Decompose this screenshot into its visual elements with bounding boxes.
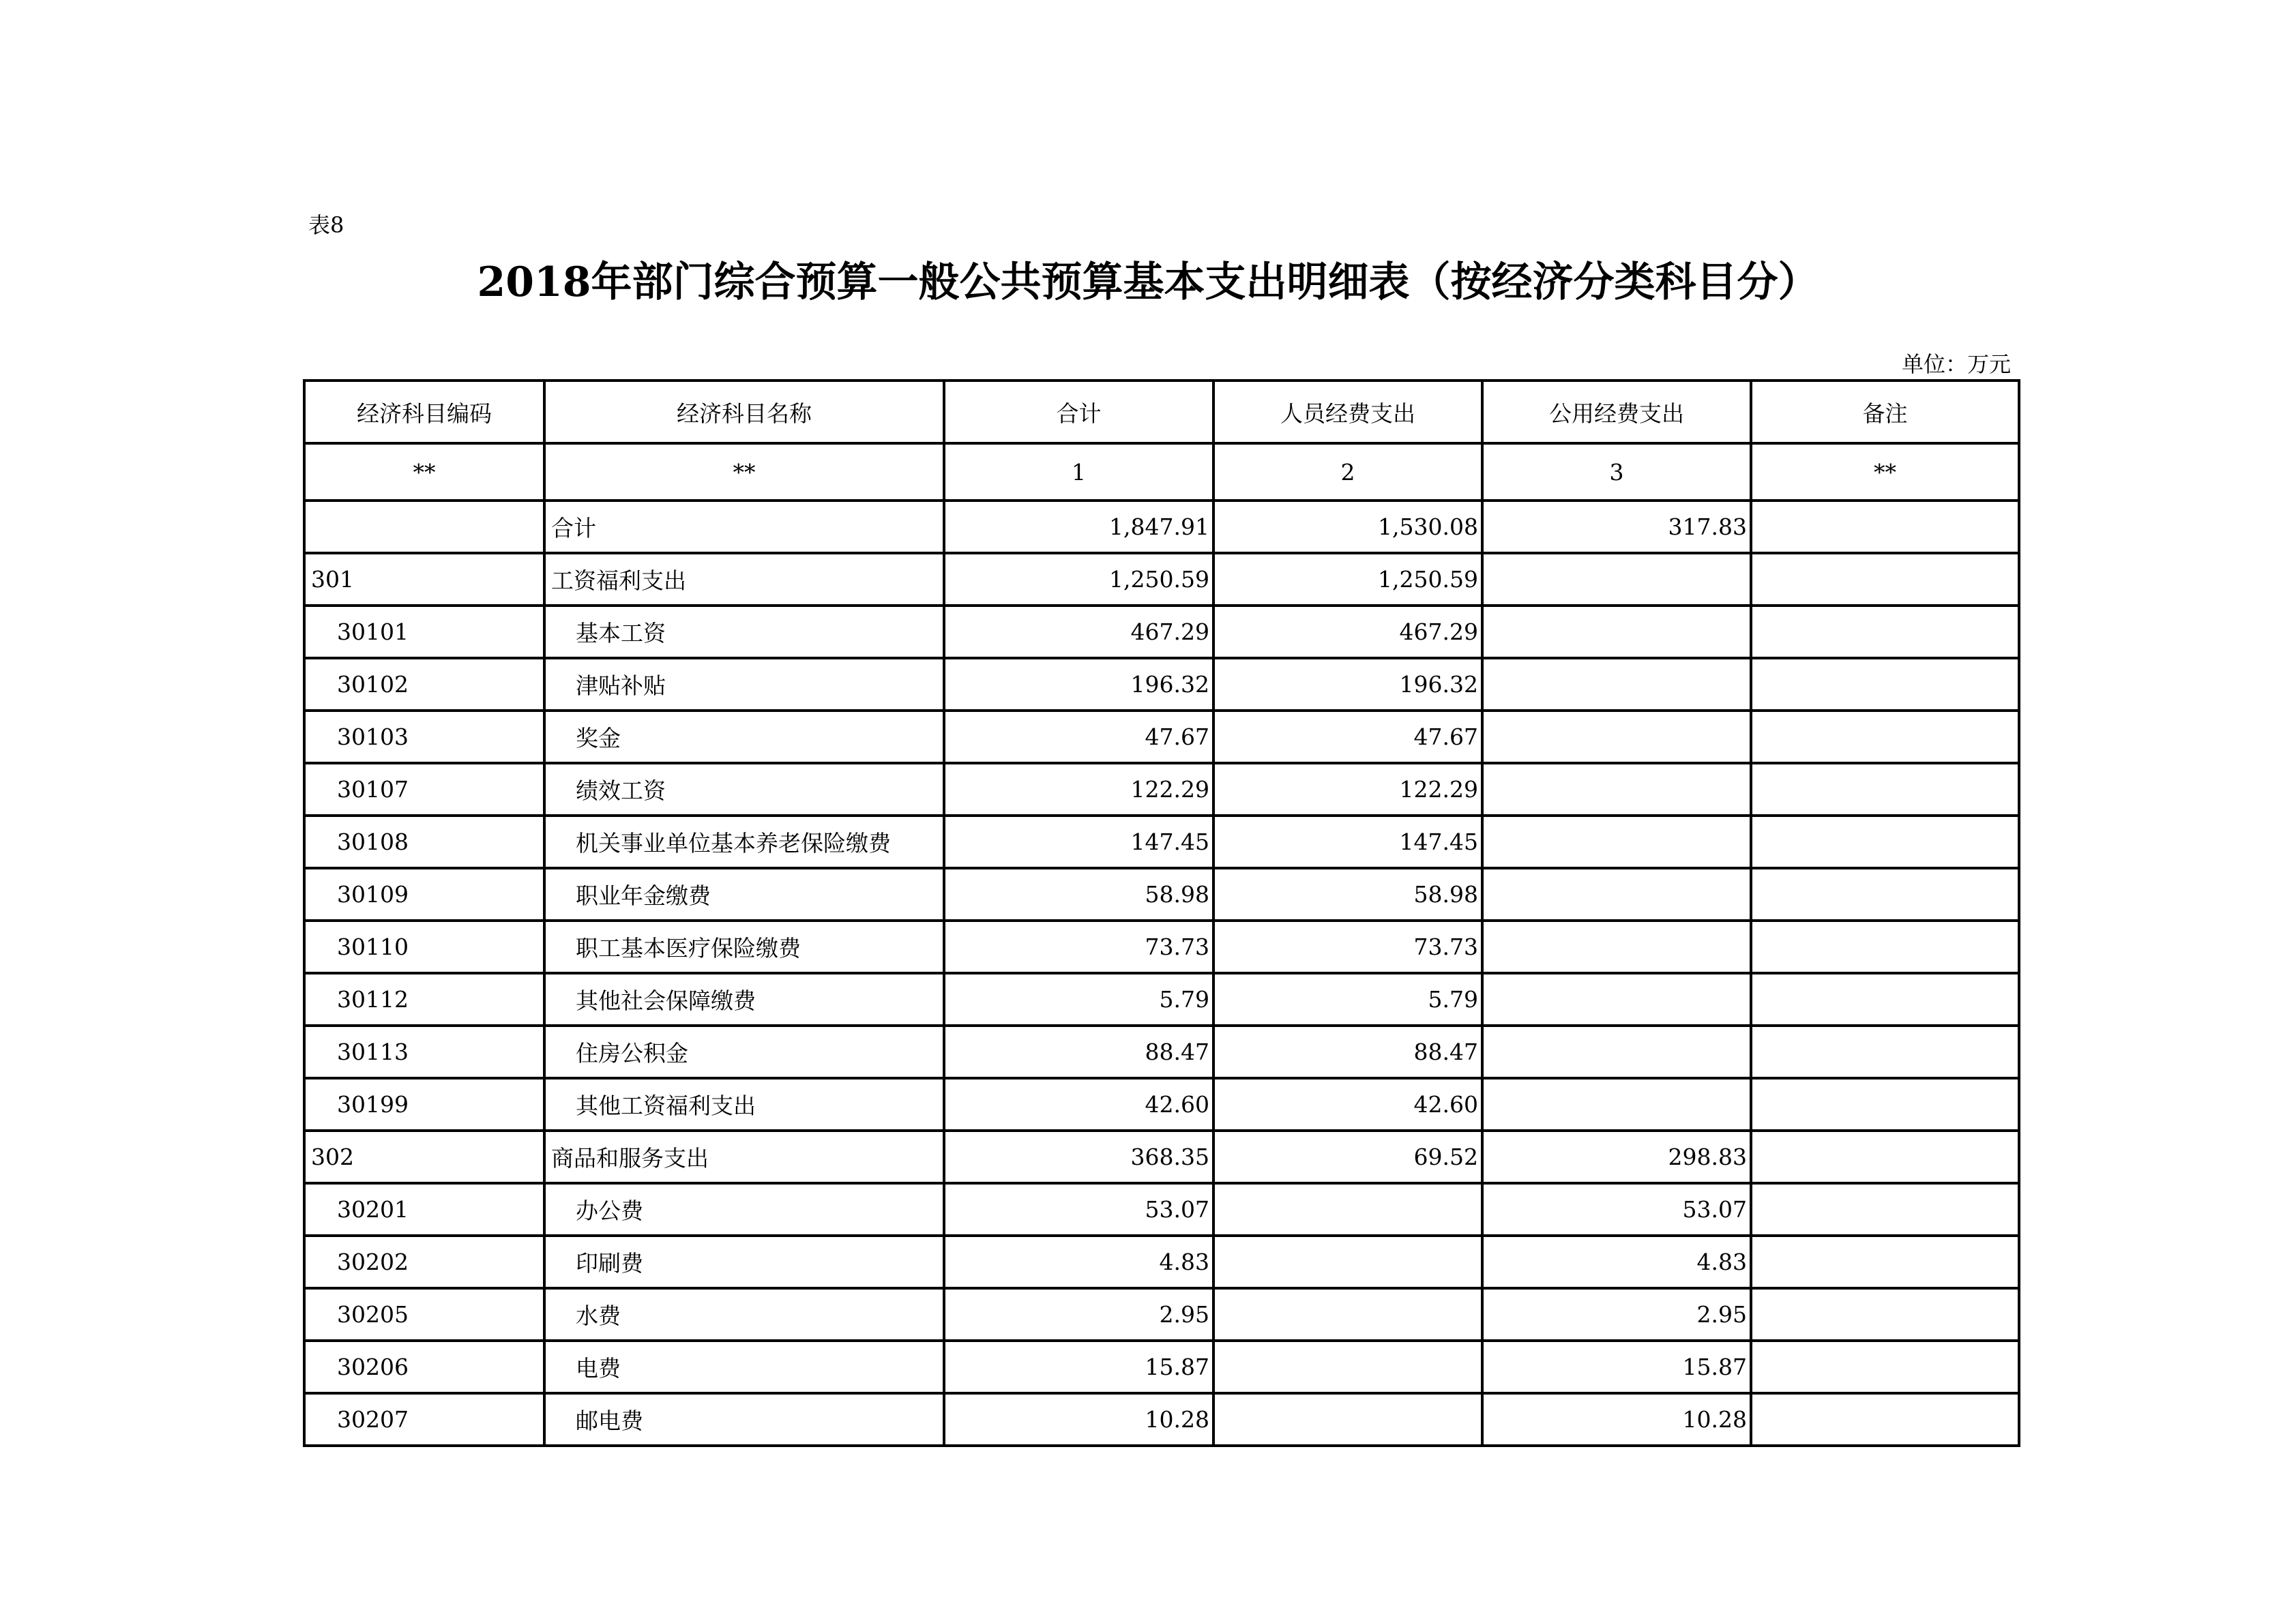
cell-code: 30107 xyxy=(304,763,544,816)
table-row xyxy=(304,1341,2019,1393)
header-total: 合计 xyxy=(944,381,1213,443)
table-row xyxy=(304,921,2019,973)
cell-code: 30205 xyxy=(304,1288,544,1341)
cell-public xyxy=(1482,606,1751,658)
table-row xyxy=(304,763,2019,816)
cell-personnel: 147.45 xyxy=(1213,816,1482,868)
cell-personnel xyxy=(1213,1288,1482,1341)
cell-code: 30199 xyxy=(304,1078,544,1131)
cell-name: 津贴补贴 xyxy=(544,658,944,711)
table-row xyxy=(304,1131,2019,1183)
cell-note xyxy=(1751,1026,2019,1078)
cell-name: 基本工资 xyxy=(544,606,944,658)
cell-personnel: 1,250.59 xyxy=(1213,553,1482,606)
table-row xyxy=(304,711,2019,763)
cell-note xyxy=(1751,921,2019,973)
cell-total: 368.35 xyxy=(944,1131,1213,1183)
cell-public: 4.83 xyxy=(1482,1236,1751,1288)
cell-public: 10.28 xyxy=(1482,1393,1751,1446)
cell-public xyxy=(1482,1078,1751,1131)
cell-public xyxy=(1482,868,1751,921)
index-name: ** xyxy=(544,443,944,501)
table-row xyxy=(304,606,2019,658)
cell-code: 30108 xyxy=(304,816,544,868)
cell-total: 73.73 xyxy=(944,921,1213,973)
cell-personnel: 196.32 xyxy=(1213,658,1482,711)
table-row xyxy=(304,1288,2019,1341)
cell-note xyxy=(1751,763,2019,816)
cell-code xyxy=(304,501,544,553)
cell-name: 住房公积金 xyxy=(544,1026,944,1078)
cell-total: 88.47 xyxy=(944,1026,1213,1078)
table-row xyxy=(304,1236,2019,1288)
cell-name: 机关事业单位基本养老保险缴费 xyxy=(544,816,944,868)
header-public: 公用经费支出 xyxy=(1482,381,1751,443)
cell-personnel xyxy=(1213,1341,1482,1393)
cell-note xyxy=(1751,1236,2019,1288)
unit-label: 单位：万元 xyxy=(1901,351,2011,377)
cell-name: 职工基本医疗保险缴费 xyxy=(544,921,944,973)
cell-personnel xyxy=(1213,1236,1482,1288)
index-code: ** xyxy=(304,443,544,501)
table-row xyxy=(304,553,2019,606)
cell-name: 水费 xyxy=(544,1288,944,1341)
cell-public xyxy=(1482,763,1751,816)
cell-name: 印刷费 xyxy=(544,1236,944,1288)
cell-public: 317.83 xyxy=(1482,501,1751,553)
index-total: 1 xyxy=(944,443,1213,501)
cell-personnel: 73.73 xyxy=(1213,921,1482,973)
table-row xyxy=(304,1183,2019,1236)
cell-note xyxy=(1751,1078,2019,1131)
cell-code: 30102 xyxy=(304,658,544,711)
cell-code: 30110 xyxy=(304,921,544,973)
cell-public xyxy=(1482,711,1751,763)
table-number-label: 表8 xyxy=(308,212,344,238)
cell-code: 302 xyxy=(304,1131,544,1183)
cell-total: 15.87 xyxy=(944,1341,1213,1393)
cell-name: 合计 xyxy=(544,501,944,553)
cell-note xyxy=(1751,1131,2019,1183)
cell-public: 53.07 xyxy=(1482,1183,1751,1236)
cell-personnel xyxy=(1213,1393,1482,1446)
index-row xyxy=(304,443,2019,501)
cell-code: 30206 xyxy=(304,1341,544,1393)
cell-note xyxy=(1751,553,2019,606)
table-row xyxy=(304,868,2019,921)
cell-code: 30103 xyxy=(304,711,544,763)
cell-public: 2.95 xyxy=(1482,1288,1751,1341)
cell-note xyxy=(1751,1183,2019,1236)
document-title: 2018年部门综合预算一般公共预算基本支出明细表（按经济分类科目分） xyxy=(477,258,1819,306)
cell-personnel: 42.60 xyxy=(1213,1078,1482,1131)
header-row xyxy=(304,381,2019,443)
cell-note xyxy=(1751,501,2019,553)
cell-total: 196.32 xyxy=(944,658,1213,711)
table-row xyxy=(304,1026,2019,1078)
cell-total: 42.60 xyxy=(944,1078,1213,1131)
cell-public: 15.87 xyxy=(1482,1341,1751,1393)
cell-note xyxy=(1751,606,2019,658)
cell-public xyxy=(1482,658,1751,711)
cell-public xyxy=(1482,921,1751,973)
cell-public xyxy=(1482,816,1751,868)
cell-code: 30201 xyxy=(304,1183,544,1236)
table-row xyxy=(304,1393,2019,1446)
cell-public: 298.83 xyxy=(1482,1131,1751,1183)
cell-total: 1,250.59 xyxy=(944,553,1213,606)
cell-note xyxy=(1751,868,2019,921)
cell-personnel: 58.98 xyxy=(1213,868,1482,921)
cell-name: 电费 xyxy=(544,1341,944,1393)
cell-note xyxy=(1751,658,2019,711)
cell-total: 47.67 xyxy=(944,711,1213,763)
cell-name: 商品和服务支出 xyxy=(544,1131,944,1183)
cell-code: 30207 xyxy=(304,1393,544,1446)
index-note: ** xyxy=(1751,443,2019,501)
cell-personnel: 122.29 xyxy=(1213,763,1482,816)
cell-name: 其他工资福利支出 xyxy=(544,1078,944,1131)
cell-total: 58.98 xyxy=(944,868,1213,921)
cell-total: 2.95 xyxy=(944,1288,1213,1341)
cell-code: 30202 xyxy=(304,1236,544,1288)
cell-personnel xyxy=(1213,1183,1482,1236)
cell-personnel: 88.47 xyxy=(1213,1026,1482,1078)
cell-total: 467.29 xyxy=(944,606,1213,658)
cell-note xyxy=(1751,1288,2019,1341)
cell-total: 147.45 xyxy=(944,816,1213,868)
cell-note xyxy=(1751,973,2019,1026)
cell-total: 122.29 xyxy=(944,763,1213,816)
cell-note xyxy=(1751,1341,2019,1393)
cell-personnel: 5.79 xyxy=(1213,973,1482,1026)
header-personnel: 人员经费支出 xyxy=(1213,381,1482,443)
table-body xyxy=(304,381,2019,1446)
table-row xyxy=(304,501,2019,553)
table-row xyxy=(304,1078,2019,1131)
cell-note xyxy=(1751,1393,2019,1446)
index-personnel: 2 xyxy=(1213,443,1482,501)
cell-code: 30113 xyxy=(304,1026,544,1078)
cell-code: 30112 xyxy=(304,973,544,1026)
cell-public xyxy=(1482,553,1751,606)
budget-table xyxy=(303,379,2020,1447)
cell-total: 5.79 xyxy=(944,973,1213,1026)
cell-total: 4.83 xyxy=(944,1236,1213,1288)
cell-public xyxy=(1482,973,1751,1026)
cell-public xyxy=(1482,1026,1751,1078)
cell-name: 奖金 xyxy=(544,711,944,763)
table-row xyxy=(304,973,2019,1026)
cell-note xyxy=(1751,711,2019,763)
table-row xyxy=(304,816,2019,868)
cell-name: 办公费 xyxy=(544,1183,944,1236)
cell-total: 53.07 xyxy=(944,1183,1213,1236)
cell-code: 301 xyxy=(304,553,544,606)
cell-name: 工资福利支出 xyxy=(544,553,944,606)
cell-code: 30109 xyxy=(304,868,544,921)
header-note: 备注 xyxy=(1751,381,2019,443)
cell-personnel: 47.67 xyxy=(1213,711,1482,763)
cell-name: 职业年金缴费 xyxy=(544,868,944,921)
cell-total: 10.28 xyxy=(944,1393,1213,1446)
cell-personnel: 467.29 xyxy=(1213,606,1482,658)
header-code: 经济科目编码 xyxy=(304,381,544,443)
header-name: 经济科目名称 xyxy=(544,381,944,443)
table-row xyxy=(304,658,2019,711)
cell-note xyxy=(1751,816,2019,868)
cell-personnel: 1,530.08 xyxy=(1213,501,1482,553)
cell-total: 1,847.91 xyxy=(944,501,1213,553)
cell-code: 30101 xyxy=(304,606,544,658)
cell-name: 绩效工资 xyxy=(544,763,944,816)
cell-name: 其他社会保障缴费 xyxy=(544,973,944,1026)
index-public: 3 xyxy=(1482,443,1751,501)
cell-personnel: 69.52 xyxy=(1213,1131,1482,1183)
cell-name: 邮电费 xyxy=(544,1393,944,1446)
